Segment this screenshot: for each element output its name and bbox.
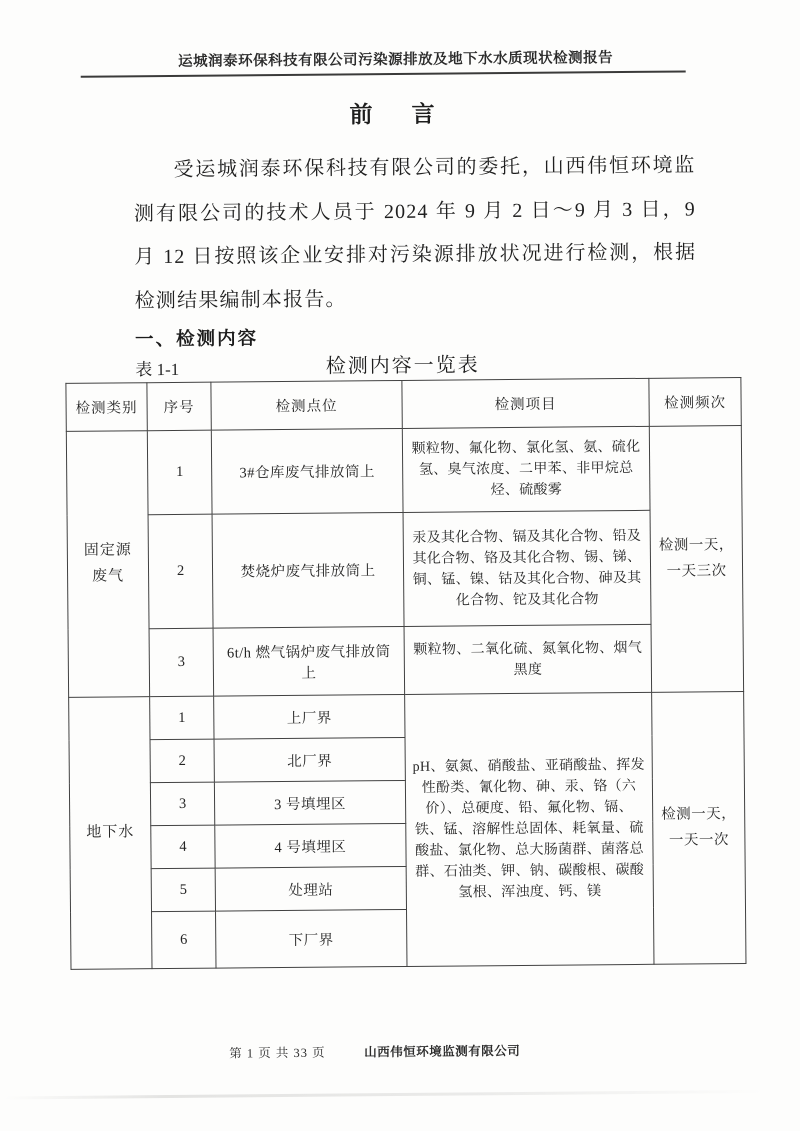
table-row — [69, 692, 744, 741]
row-items: 颗粒物、氟化物、氯化氢、氨、硫化氢、臭气浓度、二甲苯、非甲烷总烃、硫酸雾 — [402, 426, 650, 512]
header-frequency: 检测频次 — [649, 378, 741, 427]
row-no: 3 — [149, 628, 214, 697]
header-no: 序号 — [147, 382, 211, 431]
footer-page-number: 第 1 页 共 33 页 — [229, 1045, 326, 1061]
header-rule — [81, 70, 686, 77]
scan-artifact — [5, 1089, 800, 1099]
row-point: 处理站 — [215, 866, 406, 911]
footer-company-name: 山西伟恒环境监测有限公司 — [364, 1043, 521, 1060]
row-no: 1 — [150, 696, 214, 740]
table-row — [67, 510, 743, 630]
row-point: 下厂界 — [216, 909, 407, 968]
row-point: 焚烧炉废气排放筒上 — [212, 512, 404, 628]
row-no: 4 — [151, 825, 215, 869]
category-waste-gas: 固定源 废气 — [66, 431, 149, 698]
row-point: 4 号填埋区 — [215, 823, 406, 868]
table-row — [66, 426, 742, 516]
row-point: 6t/h 燃气锅炉废气排放筒上 — [213, 626, 405, 696]
row-no: 2 — [150, 739, 214, 783]
table-caption: 检测内容一览表 — [325, 354, 480, 378]
header-category: 检测类别 — [66, 383, 147, 432]
preface-title: 前 言 — [349, 101, 443, 128]
report-header-title: 运城润泰环保科技有限公司污染源排放及地下水水质现状检测报告 — [178, 50, 614, 70]
frequency-groundwater: 检测一天， 一天一次 — [652, 692, 746, 965]
page-footer — [4, 1038, 800, 1061]
row-no: 1 — [147, 430, 212, 515]
header-point: 检测点位 — [211, 380, 402, 430]
category-groundwater: 地下水 — [69, 697, 152, 970]
row-no: 6 — [152, 911, 216, 969]
groundwater-items: pH、氨氮、硝酸盐、亚硝酸盐、挥发性酚类、氰化物、砷、汞、铬（六价）、总硬度、铅、氟化物、镉、铁、锰、溶解性总固体、耗氧量、硫酸盐、氯化物、总大肠菌群、菌落总群、石油类、钾、钠、碳酸根、碳酸氢根、浑浊度、钙、镁 — [405, 692, 654, 966]
row-point: 3 号填埋区 — [214, 780, 405, 825]
row-no: 2 — [148, 514, 213, 629]
row-point: 3#仓库废气排放筒上 — [211, 428, 403, 514]
row-items: 颗粒物、二氧化硫、氮氧化物、烟气黑度 — [404, 624, 652, 694]
row-items: 汞及其化合物、镉及其化合物、铅及其化合物、铬及其化合物、锡、锑、铜、锰、镍、钴及其化合物、砷及其化合物、铊及其化合物 — [403, 510, 651, 626]
row-no: 3 — [150, 782, 214, 826]
table-row — [68, 624, 744, 698]
frequency-waste-gas: 检测一天， 一天三次 — [649, 426, 743, 693]
header-items: 检测项目 — [402, 378, 649, 428]
row-point: 北厂界 — [214, 737, 405, 782]
detection-content-table — [65, 377, 746, 970]
preface-paragraph: 受运城润泰环保科技有限公司的委托，山西伟恒环境监测有限公司的技术人员于 2024 年 9 月 2 日～9 月 3 日，9 月 12 日按照该企业安排对污染源排放状况进行检测，根据检测结果编制本报告。 — [133, 154, 697, 312]
table-header-row — [66, 378, 741, 432]
section-heading: 一、检测内容 — [134, 329, 259, 351]
row-point: 上厂界 — [214, 694, 405, 739]
row-no: 5 — [151, 868, 215, 912]
table-label: 表 1-1 — [135, 359, 180, 380]
